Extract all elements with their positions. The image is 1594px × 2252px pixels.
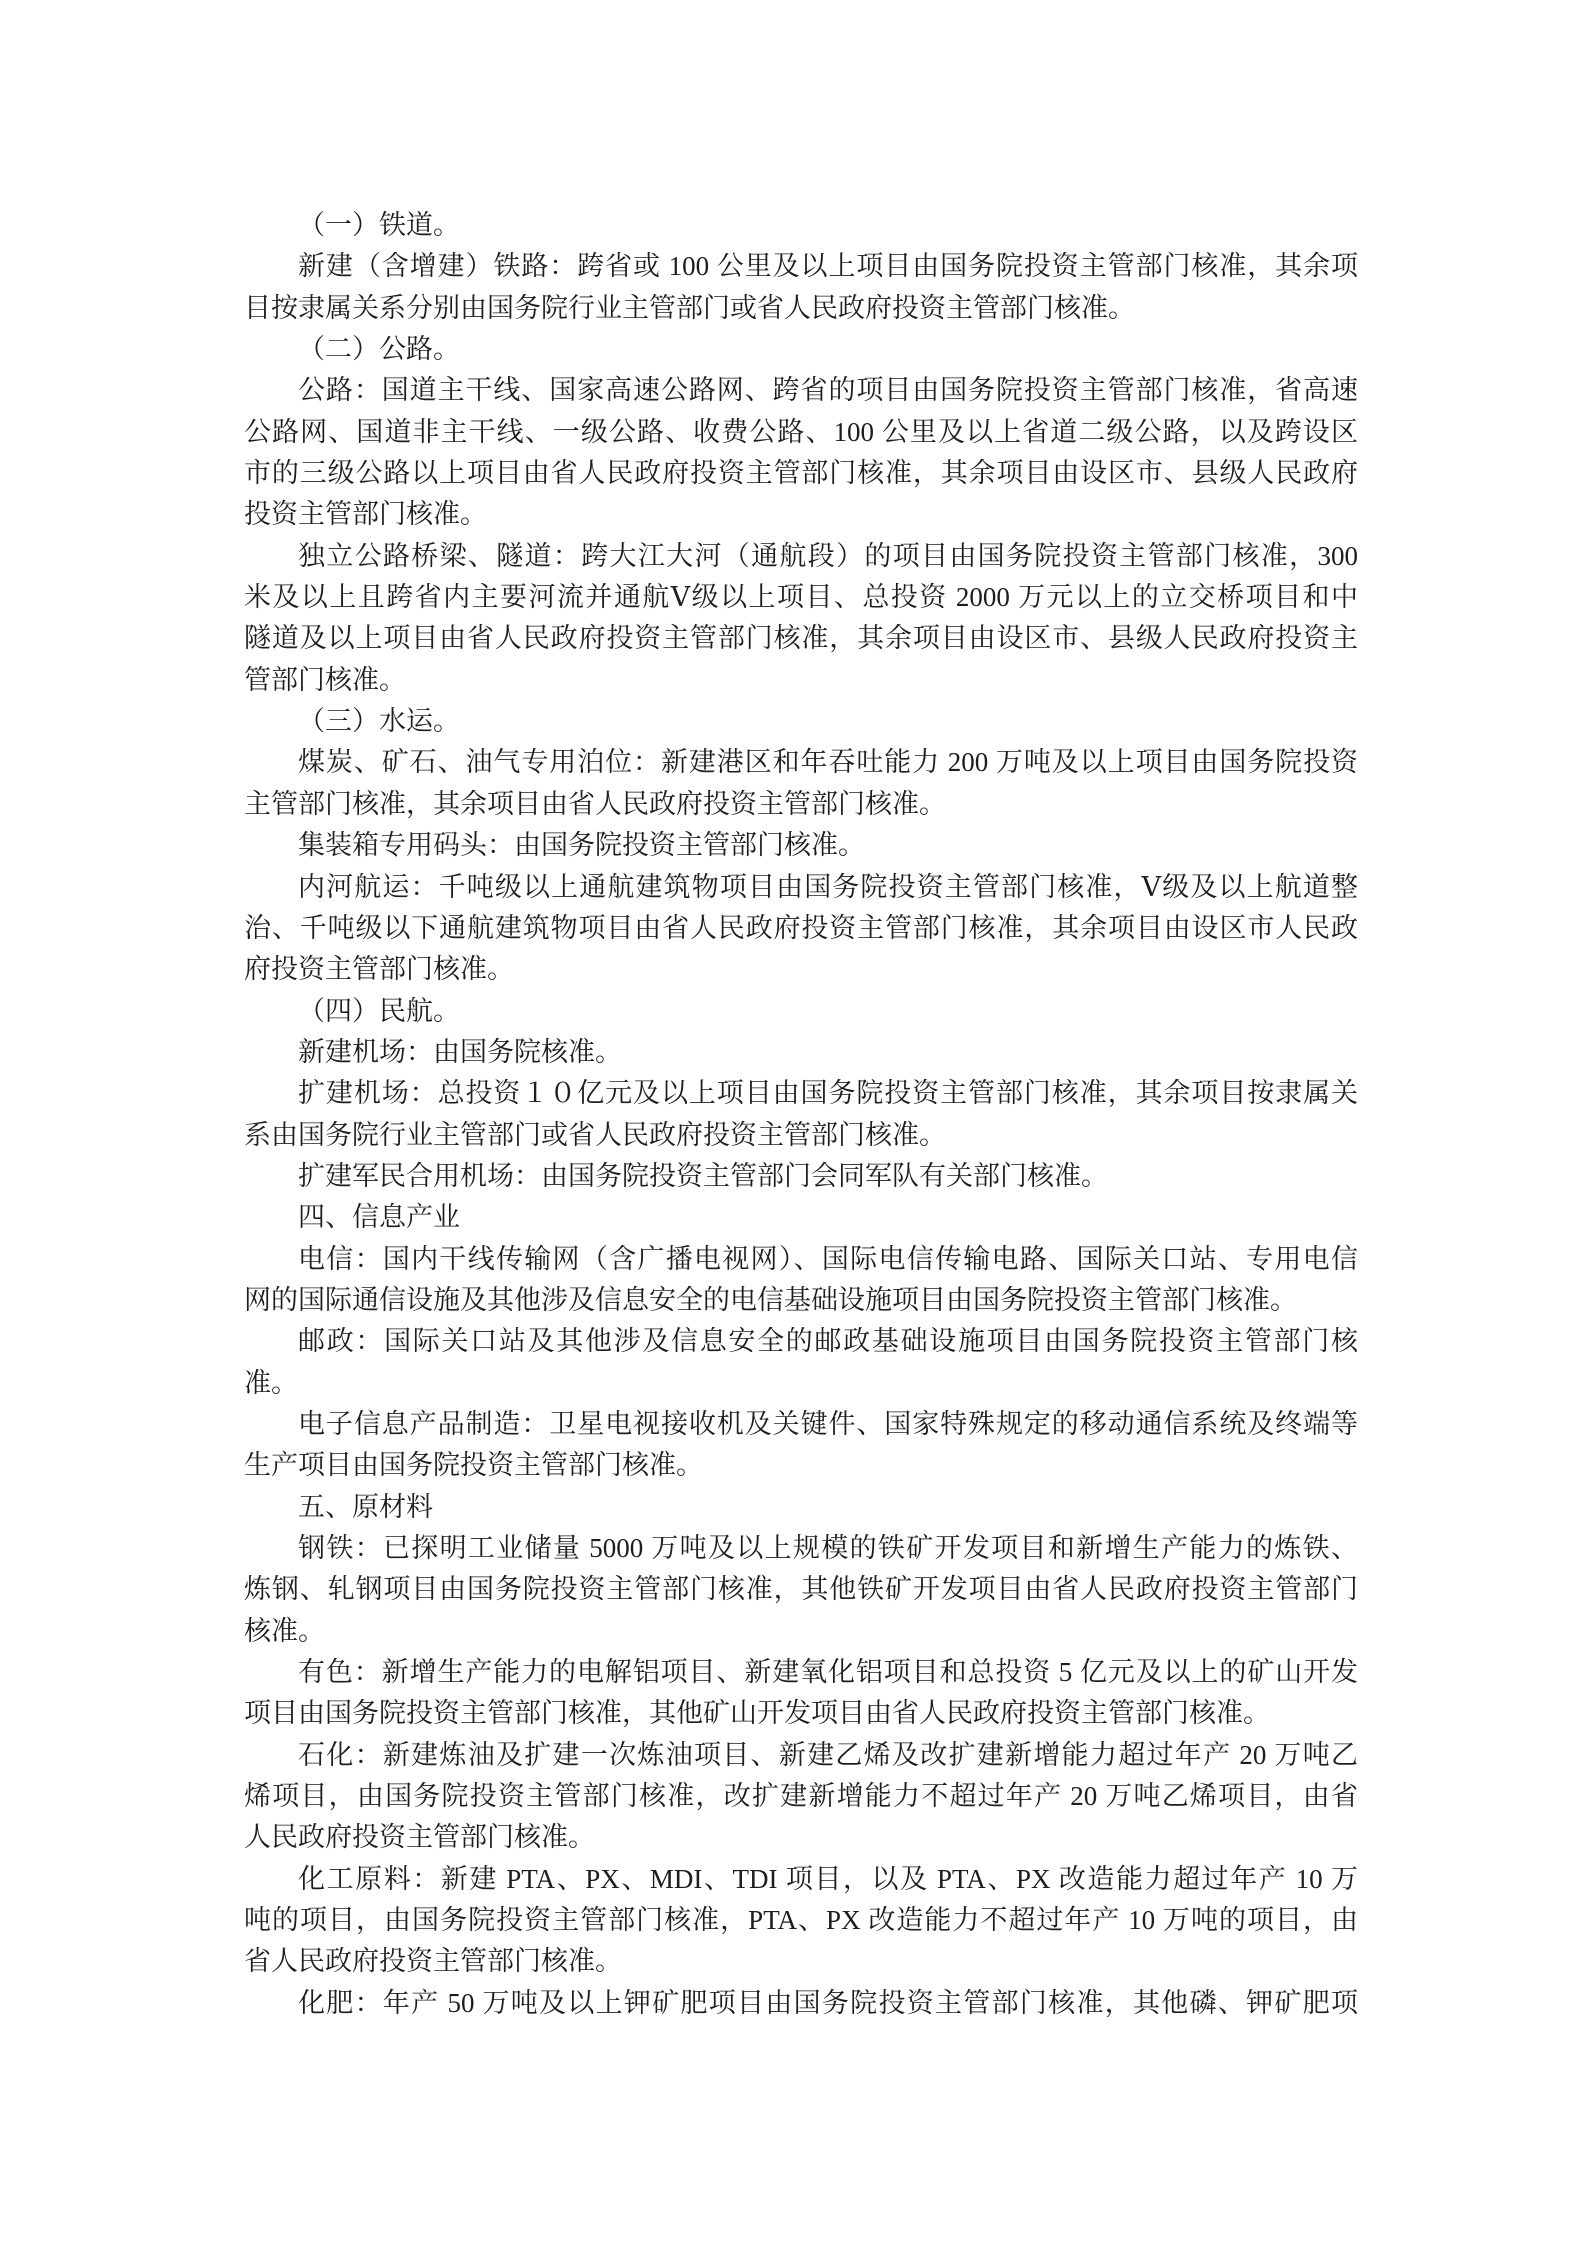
text-line: 府投资主管部门核准。 (244, 954, 514, 985)
text-line: 主管部门核准，其余项目由省人民政府投资主管部门核准。 (244, 788, 946, 819)
paragraph (244, 701, 1358, 742)
text-line: 扩建军民合用机场：由国务院投资主管部门会同军队有关部门核准。 (298, 1160, 1108, 1191)
text-line: 投资主管部门核准。 (244, 499, 487, 530)
paragraph (244, 1321, 1358, 1404)
text-line: 烯项目，由国务院投资主管部门核准，改扩建新增能力不超过年产 20 万吨乙烯项目，由省 (244, 1781, 1358, 1812)
text-line: 公路网、国道非主干线、一级公路、收费公路、100 公里及以上省道二级公路，以及跨设区 (244, 416, 1358, 447)
text-line: 网的国际通信设施及其他涉及信息安全的电信基础设施项目由国务院投资主管部门核准。 (244, 1284, 1297, 1315)
text-line: 煤炭、矿石、油气专用泊位：新建港区和年吞吐能力 200 万吨及以上项目由国务院投资 (298, 747, 1358, 778)
paragraph (244, 1652, 1358, 1735)
text-line: 隧道及以上项目由省人民政府投资主管部门核准，其余项目由设区市、县级人民政府投资主 (244, 623, 1358, 654)
text-line: 核准。 (244, 1615, 325, 1646)
text-line: 目按隶属关系分别由国务院行业主管部门或省人民政府投资主管部门核准。 (244, 292, 1135, 323)
paragraph (244, 536, 1358, 701)
text-line: 米及以上且跨省内主要河流并通航Ⅴ级以上项目、总投资 2000 万元以上的立交桥项目和中 (244, 582, 1358, 613)
text-line: 吨的项目，由国务院投资主管部门核准，PTA、PX 改造能力不超过年产 10 万吨的项目，由 (244, 1905, 1358, 1936)
text-line: 四、信息产业 (298, 1202, 460, 1233)
paragraph (244, 205, 1358, 246)
text-line: 准。 (244, 1367, 298, 1398)
paragraph (244, 1156, 1358, 1197)
text-line: 人民政府投资主管部门核准。 (244, 1822, 595, 1853)
paragraph (244, 1197, 1358, 1238)
text-line: 化肥：年产 50 万吨及以上钾矿肥项目由国务院投资主管部门核准，其他磷、钾矿肥项 (298, 1987, 1358, 2018)
text-line: 电子信息产品制造：卫星电视接收机及关键件、国家特殊规定的移动通信系统及终端等 (298, 1408, 1358, 1439)
text-line: 有色：新增生产能力的电解铝项目、新建氧化铝项目和总投资 5 亿元及以上的矿山开发 (298, 1657, 1358, 1688)
text-line: 钢铁：已探明工业储量 5000 万吨及以上规模的铁矿开发项目和新增生产能力的炼铁、 (298, 1533, 1358, 1563)
paragraph (244, 370, 1358, 535)
text-line: 邮政：国际关口站及其他涉及信息安全的邮政基础设施项目由国务院投资主管部门核 (298, 1326, 1358, 1357)
text-line: 集装箱专用码头：由国务院投资主管部门核准。 (298, 830, 865, 861)
text-line: 生产项目由国务院投资主管部门核准。 (244, 1450, 703, 1481)
paragraph (244, 329, 1358, 370)
text-line: （四）民航。 (298, 995, 460, 1026)
paragraph (244, 246, 1358, 329)
paragraph (244, 991, 1358, 1032)
text-line: 炼钢、轧钢项目由国务院投资主管部门核准，其他铁矿开发项目由省人民政府投资主管部门 (244, 1574, 1358, 1605)
text-line: 石化：新建炼油及扩建一次炼油项目、新建乙烯及改扩建新增能力超过年产 20 万吨乙 (298, 1739, 1358, 1770)
text-line: 五、原材料 (298, 1491, 433, 1522)
paragraph (244, 1239, 1358, 1322)
text-line: 电信：国内干线传输网（含广播电视网）、国际电信传输电路、国际关口站、专用电信 (298, 1243, 1358, 1274)
text-line: 化工原料：新建 PTA、PX、MDI、TDI 项目，以及 PTA、PX 改造能力超过年产 10 万 (298, 1863, 1358, 1894)
text-line: 管部门核准。 (244, 664, 406, 695)
text-line: 新建（含增建）铁路：跨省或 100 公里及以上项目由国务院投资主管部门核准，其余项 (298, 251, 1358, 282)
paragraph (244, 1073, 1358, 1156)
paragraph (244, 1404, 1358, 1487)
paragraph (244, 1859, 1358, 1983)
text-line: 市的三级公路以上项目由省人民政府投资主管部门核准，其余项目由设区市、县级人民政府 (244, 458, 1358, 489)
text-line: 扩建机场：总投资１０亿元及以上项目由国务院投资主管部门核准，其余项目按隶属关 (298, 1078, 1358, 1109)
text-line: 系由国务院行业主管部门或省人民政府投资主管部门核准。 (244, 1119, 946, 1150)
paragraph (244, 1983, 1358, 2024)
paragraph (244, 867, 1358, 991)
text-line: 项目由国务院投资主管部门核准，其他矿山开发项目由省人民政府投资主管部门核准。 (244, 1698, 1270, 1729)
text-line: 公路：国道主干线、国家高速公路网、跨省的项目由国务院投资主管部门核准，省高速 (298, 375, 1358, 406)
paragraph (244, 1032, 1358, 1073)
text-line: （二）公路。 (298, 334, 460, 365)
paragraph (244, 825, 1358, 866)
text-line: 独立公路桥梁、隧道：跨大江大河（通航段）的项目由国务院投资主管部门核准，300 (298, 540, 1358, 571)
text-line: （一）铁道。 (298, 210, 460, 240)
text-line: 新建机场：由国务院核准。 (298, 1036, 622, 1067)
paragraph (244, 1735, 1358, 1859)
text-line: 治、千吨级以下通航建筑物项目由省人民政府投资主管部门核准，其余项目由设区市人民政 (244, 912, 1358, 943)
text-line: （三）水运。 (298, 706, 460, 737)
paragraph (244, 1528, 1358, 1652)
paragraph (244, 742, 1358, 825)
page-body (244, 205, 1358, 2024)
paragraph (244, 1487, 1358, 1528)
text-line: 省人民政府投资主管部门核准。 (244, 1946, 622, 1977)
text-line: 内河航运：千吨级以上通航建筑物项目由国务院投资主管部门核准，Ⅴ级及以上航道整 (298, 871, 1358, 902)
